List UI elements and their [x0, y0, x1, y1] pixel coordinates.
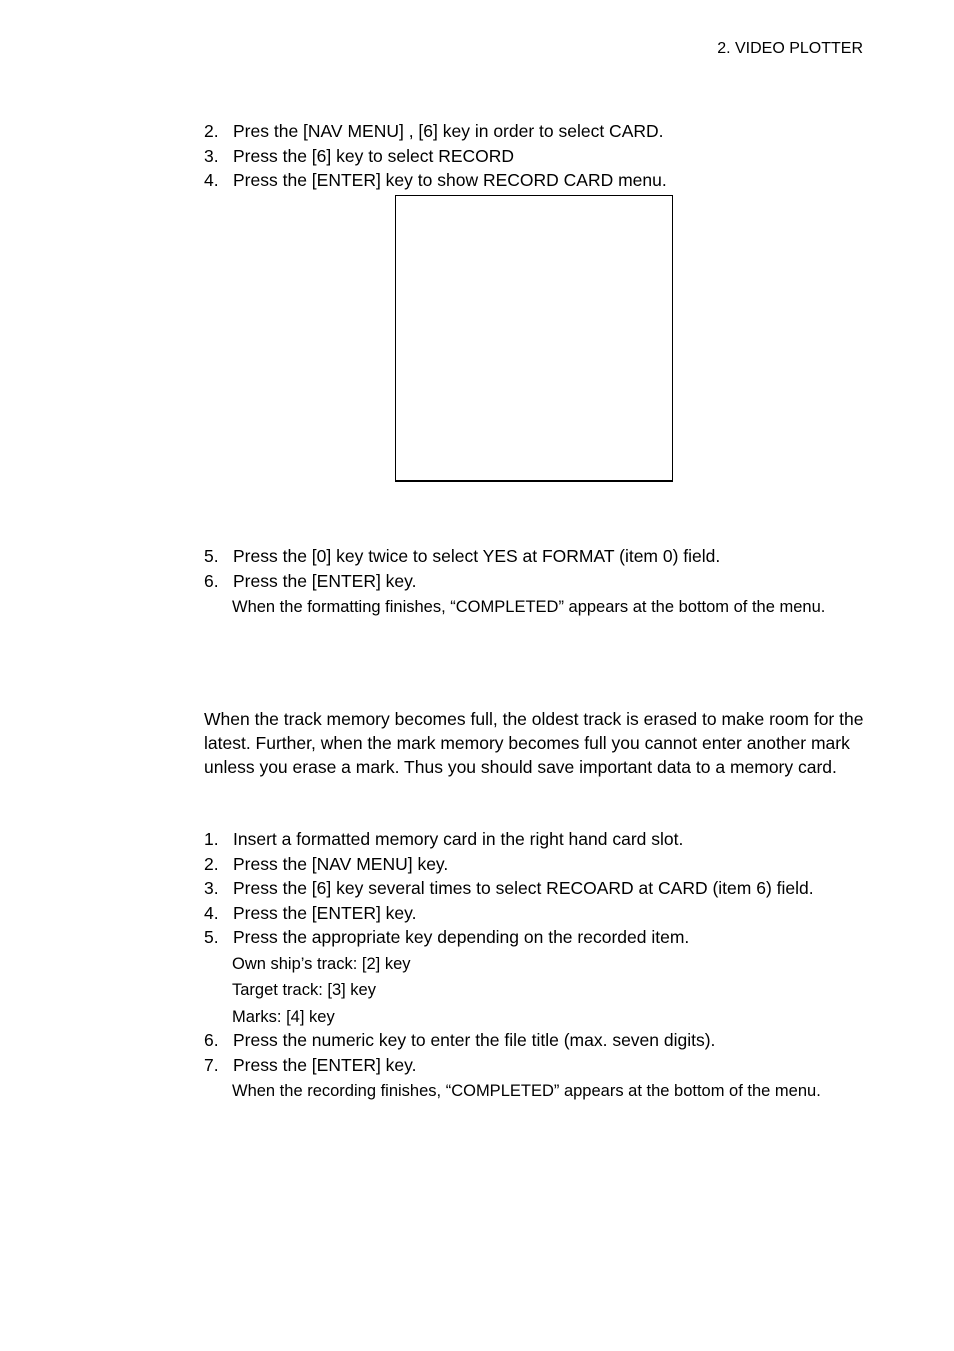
step-number: 4. [204, 902, 219, 923]
list-item [204, 827, 821, 852]
step-text: Pres the [NAV MENU] , [6] key in order to select CARD. [233, 121, 664, 141]
list-item [204, 1053, 821, 1078]
step-text: Press the [NAV MENU] key. [233, 853, 449, 874]
list-item [204, 901, 821, 926]
format-steps-list [204, 119, 667, 193]
step-text: Press the [ENTER] key. [233, 902, 417, 923]
step-text: Press the [ENTER] key to show RECORD CARD menu. [233, 170, 667, 190]
step-text: Press the [6] key several times to select RECOARD at CARD (item 6) field. [233, 878, 814, 898]
step-number: 2. [204, 853, 219, 874]
list-item [204, 876, 821, 901]
record-steps-list [204, 827, 821, 1103]
step-number: 3. [204, 145, 219, 166]
step-number: 6. [204, 570, 219, 591]
step-number: 6. [204, 1030, 219, 1050]
format-note: When the formatting finishes, “COMPLETED” appears at the bottom of the menu. [232, 598, 826, 616]
page-header: 2. VIDEO PLOTTER [717, 40, 863, 57]
record-card-menu-figure [395, 195, 673, 482]
step-text: Press the numeric key to enter the file title (max. seven digits). [233, 1030, 716, 1050]
list-item [204, 119, 667, 144]
format-steps-list-continued [204, 544, 832, 619]
step-number: 4. [204, 170, 219, 190]
step-text: Insert a formatted memory card in the right hand card slot. [233, 829, 684, 849]
step-text: Press the appropriate key depending on the recorded item. [233, 927, 690, 947]
step-number: 2. [204, 121, 219, 141]
step-number: 3. [204, 878, 219, 898]
step-number: 7. [204, 1054, 219, 1075]
step-text: Press the [0] key twice to select YES at FORMAT (item 0) field. [233, 546, 721, 566]
step-text: Press the [6] key to select RECORD [233, 145, 515, 166]
step-number: 5. [204, 546, 219, 566]
step-number: 5. [204, 927, 219, 947]
step-text: Press the [ENTER] key. [233, 570, 417, 591]
record-intro-paragraph: When the track memory becomes full, the oldest track is erased to make room for the latest. Further, when the mark memory becomes full you cannot enter another mark unless you erase a mark. Thus you should save important data to a memory card. [204, 709, 864, 777]
record-note: When the recording finishes, “COMPLETED” appears at the bottom of the menu. [232, 1082, 821, 1100]
list-item [204, 569, 832, 594]
list-item [204, 168, 667, 193]
step-text: Press the [ENTER] key. [233, 1054, 417, 1075]
sub-item: Target track: [3] key [232, 981, 376, 999]
step-number: 1. [204, 829, 219, 849]
sub-item: Own ship’s track: [2] key [232, 954, 411, 973]
list-item [204, 925, 821, 950]
list-item [204, 144, 667, 169]
list-item [204, 1028, 821, 1053]
list-item [204, 852, 821, 877]
sub-item: Marks: [4] key [232, 1007, 335, 1026]
list-item [204, 544, 832, 569]
